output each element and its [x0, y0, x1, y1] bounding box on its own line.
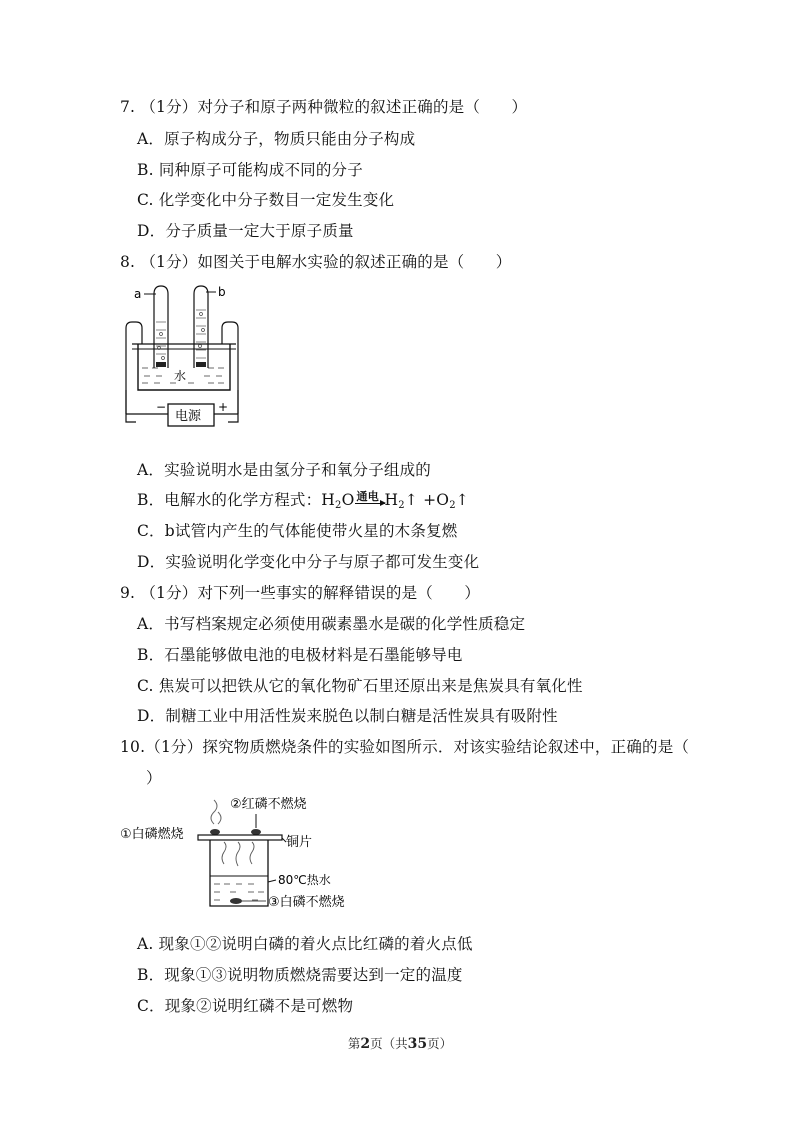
label-white-phosphorus-burning: ①白磷燃烧: [120, 827, 184, 842]
question-8-stem: 8. （1分）如图关于电解水实验的叙述正确的是（ ）: [120, 253, 512, 271]
question-7-stem: 7. （1分）对分子和原子两种微粒的叙述正确的是（ ）: [120, 98, 528, 116]
label-copper-sheet: 铜片: [286, 835, 313, 850]
question-10-stem-continued: ）: [146, 769, 162, 787]
question-7-option-d: D．分子质量一定大于原子质量: [137, 222, 354, 240]
question-7-option-b: B. 同种原子可能构成不同的分子: [137, 161, 363, 179]
question-8-option-d: D．实验说明化学变化中分子与原子都可发生变化: [137, 553, 480, 571]
label-hot-water: 80℃热水: [278, 873, 331, 887]
question-9-stem: 9. （1分）对下列一些事实的解释错误的是（ ）: [120, 584, 481, 602]
question-10-option-a: A. 现象①②说明白磷的着火点比红磷的着火点低: [137, 935, 473, 953]
question-9-option-a: A．书写档案规定必须使用碳素墨水是碳的化学性质稳定: [137, 615, 526, 633]
page-number: 2: [360, 1036, 371, 1052]
question-8-option-a: A．实验说明水是由氢分子和氧分子组成的: [137, 461, 431, 479]
label-positive: +: [218, 400, 229, 414]
label-water: 水: [174, 369, 187, 383]
page-footer: 第2页（共35页）: [347, 1036, 453, 1052]
question-10-stem: 10.（1分）探究物质燃烧条件的实验如图所示．对该实验结论叙述中，正确的是（: [120, 738, 690, 756]
reaction-arrow: 通电: [355, 490, 385, 510]
question-10-option-c: C．现象②说明红磷不是可燃物: [137, 997, 354, 1015]
label-b: b: [218, 285, 226, 299]
electrolysis-apparatus-figure: [118, 282, 248, 432]
question-8-option-c: C．b试管内产生的气体能使带火星的木条复燃: [137, 522, 458, 540]
total-pages: 35: [407, 1036, 428, 1052]
label-white-phosphorus-underwater: ③白磷不燃烧: [268, 895, 345, 910]
combustion-experiment-figure: [118, 794, 368, 914]
label-red-phosphorus: ②红磷不燃烧: [230, 797, 307, 812]
question-7-option-c: C. 化学变化中分子数目一定发生变化: [137, 191, 395, 209]
question-10-option-b: B．现象①③说明物质燃烧需要达到一定的温度: [137, 966, 463, 984]
question-8-option-b: B．电解水的化学方程式：$H_2O$ 通电 $H_2↑$ $+O_2↑$: [137, 490, 469, 511]
question-9-option-b: B．石墨能够做电池的电极材料是石墨能够导电: [137, 646, 463, 664]
label-a: a: [134, 287, 142, 301]
question-9-option-c: C. 焦炭可以把铁从它的氧化物矿石里还原出来是焦炭具有氧化性: [137, 677, 583, 695]
label-negative: −: [156, 400, 167, 414]
question-9-option-d: D．制糖工业中用活性炭来脱色以制白糖是活性炭具有吸附性: [137, 707, 558, 725]
question-7-option-a: A．原子构成分子，物质只能由分子构成: [137, 130, 416, 148]
label-power: 电源: [175, 409, 202, 424]
